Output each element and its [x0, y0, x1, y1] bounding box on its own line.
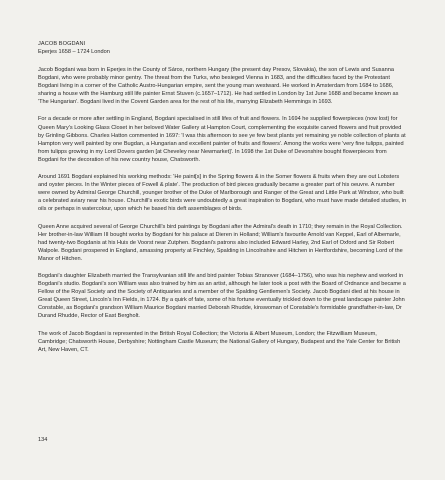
paragraph: Jacob Bogdani was born in Eperjes in the County of Sáros, northern Hungary (the present day Presov, Slovakia), the son of Lewis and Susanna Bogdani, who were probably minor gentry. The threat from the Turks, who besieged Vienna in 1683, and the difficulties faced by the Protestant Bogdani living in a corner of the Catholic Austro-Hungarian empire, sent the young man westward. He worked in Amsterdam from 1684 to 1686, sharing a house with the Hamburg still life painter Ernst Stuven (c.1657–1712). He had settled in London by 1st June 1688 and became known as 'The Hungarian'. Bogdani lived in the Covent Garden area for the rest of his life, marrying Elizabeth Hemmings in 1693. [38, 67, 399, 106]
paragraph: Bogdani's daughter Elizabeth married the Transylvanian still life and bird painter Tobias Stranover (1684–1756), who was his nephew and worked in Bogdani's studio. Bogdani's son William was also trained by him as an artist, although he later took a post with the Board of Ordnance and became a Fellow of the Royal Society and the Society of Antiquaries and a member of the Spalding Gentlemen's Society. Jacob Bogdani died at his house in Great Queen Street, Lincoln's Inn Fields, in 1724. By a quirk of fate, some of his fortune eventually trickled down to the great landscape painter John Constable, as Bogdani's grandson William Maurice Bogdani married Deborah Rhudde, kinswoman of Constable's formidable grandfather-in-law, Dr Durand Rhudde, Rector of East Bergholt. [38, 272, 406, 320]
paragraph: Around 1691 Bogdani explained his working methods: 'He paint[s] in the Spring flowers & in the Somer flowers & fruits when they are out Lobsters and oyster pieces. In the Winter pieces of Fowell & plate'. The production of bird pieces gradually became a greater part of his oeuvre. A number were owned by Admiral George Churchill, younger brother of the Duke of Marlborough and Ranger of the Great and Little Park at Windsor, who built a celebrated aviary near his house. Churchill's exotic birds were undoubtedly a great inspiration to Bogdani, who must have made detailed studies, in oils or perhaps in watercolour, upon which he based his deft assemblages of birds. [38, 174, 407, 213]
paragraph: The work of Jacob Bogdani is represented in the British Royal Collection; the Victoria & Albert Museum, London; the Fitzwilliam Museum, Cambridge; Chatsworth House, Derbyshire; Nottingham Castle Museum; the National Gallery of Hungary, Budapest and the Yale Center for British Art, New Haven, CT. [38, 330, 401, 353]
page-number: 134 [38, 437, 48, 443]
artist-dates: Eperjes 1658 – 1724 London [38, 49, 110, 55]
artist-name-heading: JACOB BOGDANI [38, 41, 86, 47]
paragraph: For a decade or more after settling in England, Bogdani specialised in still lifes of fruit and flowers. In 1694 he supplied flowerpieces (now lost) for Queen Mary's Looking Glass Closet in her beloved Water Gallery at Hampton Court, complementing the exquisite carved flowers and fruit provided by Grinling Gibbons. Charles Hatton commented in 1697: 'I was this afternoon to see ye few best plants yet remaining ye noble collection of plants at Hampton very well painted by one Bugdan, a Hungarian and excellent painter of fruits and flowers'. Among the works were 'very fine tulipps, painted from tulipps growing in my Lord Dovers garden [at Cheveley near Newmarket]'. In 1698 the 1st Duke of Devonshire bought flowerpieces from Bogdani for the decoration of his new country house, Chatsworth. [38, 116, 406, 163]
paragraph: Queen Anne acquired several of George Churchill's bird paintings by Bogdani after the Admiral's death in 1710; they remain in the Royal Collection. Her brother-in-law William III bought works by Bogdani for his palace at Dieren in Holland; William's favourite Arnold van Keppel, Earl of Albemarle, had twenty-two Bogdanis at his Huis de Voorst near Zutphen. Bogdani's patrons also included Edward Harley, 2nd Earl of Oxford and Sir Robert Walpole. Bogdani prospered in England, amassing property at Finchley, Spalding in Lincolnshire and Hitchen in Hertfordshire, becoming Lord of the Manor of Hitchen. [38, 223, 403, 262]
